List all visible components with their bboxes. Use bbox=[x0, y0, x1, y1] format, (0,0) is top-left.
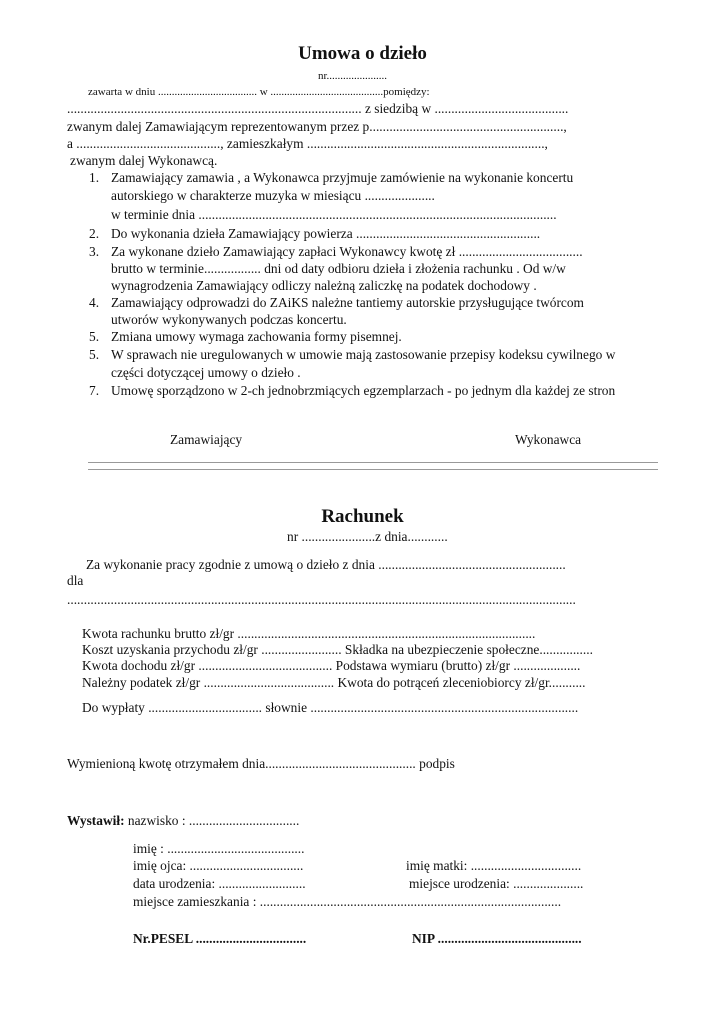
a-line: a ..........................................., zamieszkałym ......................................................................., bbox=[67, 136, 548, 151]
wystawil-line bbox=[67, 812, 299, 829]
point-3-line-3: wynagrodzenia Zamawiający odliczy należną zaliczkę na podatek dochodowy . bbox=[111, 278, 537, 293]
pesel-field: Nr.PESEL ................................. bbox=[133, 931, 307, 946]
imie-matki-field: imię matki: ................................. bbox=[406, 858, 582, 873]
point-1-line-1: 1. Zamawiający zamawia , a Wykonawca przyjmuje zamówienie na wykonanie koncertu bbox=[89, 170, 574, 185]
point-4-line-1: 4. Zamawiający odprowadzi do ZAiKS należne tantiemy autorskie przysługujące twórcom bbox=[89, 295, 584, 310]
imie-field: imię : ......................................... bbox=[133, 841, 305, 856]
point-5-line-1: 5. Zmiana umowy wymaga zachowania formy pisemnej. bbox=[89, 329, 402, 344]
data-urodzenia-field: data urodzenia: .......................... bbox=[133, 876, 306, 891]
section-separator bbox=[88, 462, 658, 470]
rachunek-dla: dla bbox=[67, 573, 84, 588]
imie-ojca-field: imię ojca: .................................. bbox=[133, 858, 304, 873]
wykonawca-line: zwanym dalej Wykonawcą. bbox=[70, 153, 218, 168]
kwota-brutto-line: Kwota rachunku brutto zł/gr ......................................................................................... bbox=[82, 626, 536, 641]
do-wyplaty-line: Do wypłaty .................................. słownie ................................................................................ bbox=[82, 700, 579, 715]
point-1-line-2: autorskiego w charakterze muzyka w miesiącu ..................... bbox=[111, 188, 435, 203]
otrzymalem-line: Wymienioną kwotę otrzymałem dnia............................................. podpis bbox=[67, 756, 455, 771]
umowa-header-line: zawarta w dniu .................................... w .........................................pomiędzy: bbox=[88, 86, 430, 98]
koszt-line: Koszt uzyskania przychodu zł/gr ........................ Składka na ubezpieczenie społeczne................ bbox=[82, 642, 593, 657]
wystawil-label: Wystawił: bbox=[67, 813, 125, 828]
sign-wykonawca: Wykonawca bbox=[515, 432, 582, 447]
kwota-dochodu-line: Kwota dochodu zł/gr ........................................ Podstawa wymiaru (brutto) zł/gr .................... bbox=[82, 658, 581, 673]
zamawiajacy-line: zwanym dalej Zamawiającym reprezentowanym przez p.........................................................., bbox=[67, 119, 567, 134]
point-3-line-1: 3. Za wykonane dzieło Zamawiający zapłaci Wykonawcy kwotę zł ..................................... bbox=[89, 244, 583, 259]
rachunek-dots-line: ........................................................................................................................................................ bbox=[67, 592, 576, 607]
point-7-line-1: 7. Umowę sporządzono w 2-ch jednobrzmiących egzemplarzach - po jednym dla każdej ze stron bbox=[89, 383, 616, 398]
point-1-line-3: w terminie dnia ........................................................................................................... bbox=[111, 207, 557, 222]
sign-zamawiajacy: Zamawiający bbox=[170, 432, 243, 447]
rachunek-number: nr ......................z dnia............ bbox=[287, 529, 448, 544]
miejsce-zamieszkania-field: miejsce zamieszkania : .......................................................................................... bbox=[133, 894, 562, 909]
point-6-line-2: części dotyczącej umowy o dzieło . bbox=[111, 365, 301, 380]
siedziba-line: ........................................................................................ z siedzibą w ........................................ bbox=[67, 101, 569, 116]
rachunek-za-line: Za wykonanie pracy zgodnie z umową o dzieło z dnia ........................................................ bbox=[86, 557, 566, 572]
miejsce-urodzenia-field: miejsce urodzenia: ..................... bbox=[409, 876, 584, 891]
nip-field: NIP ........................................... bbox=[412, 931, 582, 946]
point-6-line-1: 5. W sprawach nie uregulowanych w umowie mają zastosowanie przepisy kodeksu cywilnego w bbox=[89, 347, 616, 362]
umowa-number: nr...................... bbox=[318, 70, 388, 82]
rachunek-title: Rachunek bbox=[321, 506, 404, 527]
umowa-title: Umowa o dzieło bbox=[298, 43, 427, 64]
podatek-line: Należny podatek zł/gr ....................................... Kwota do potrąceń zleceniobiorcy zł/gr........... bbox=[82, 675, 586, 690]
nazwisko-field: nazwisko : ................................. bbox=[127, 813, 300, 828]
point-4-line-2: utworów wykonywanych podczas koncertu. bbox=[111, 312, 347, 327]
point-2-line-1: 2. Do wykonania dzieła Zamawiający powierza ....................................................... bbox=[89, 226, 541, 241]
point-3-line-2: brutto w terminie................. dni od daty odbioru dzieła i złożenia rachunku . Od w/w bbox=[111, 261, 566, 276]
